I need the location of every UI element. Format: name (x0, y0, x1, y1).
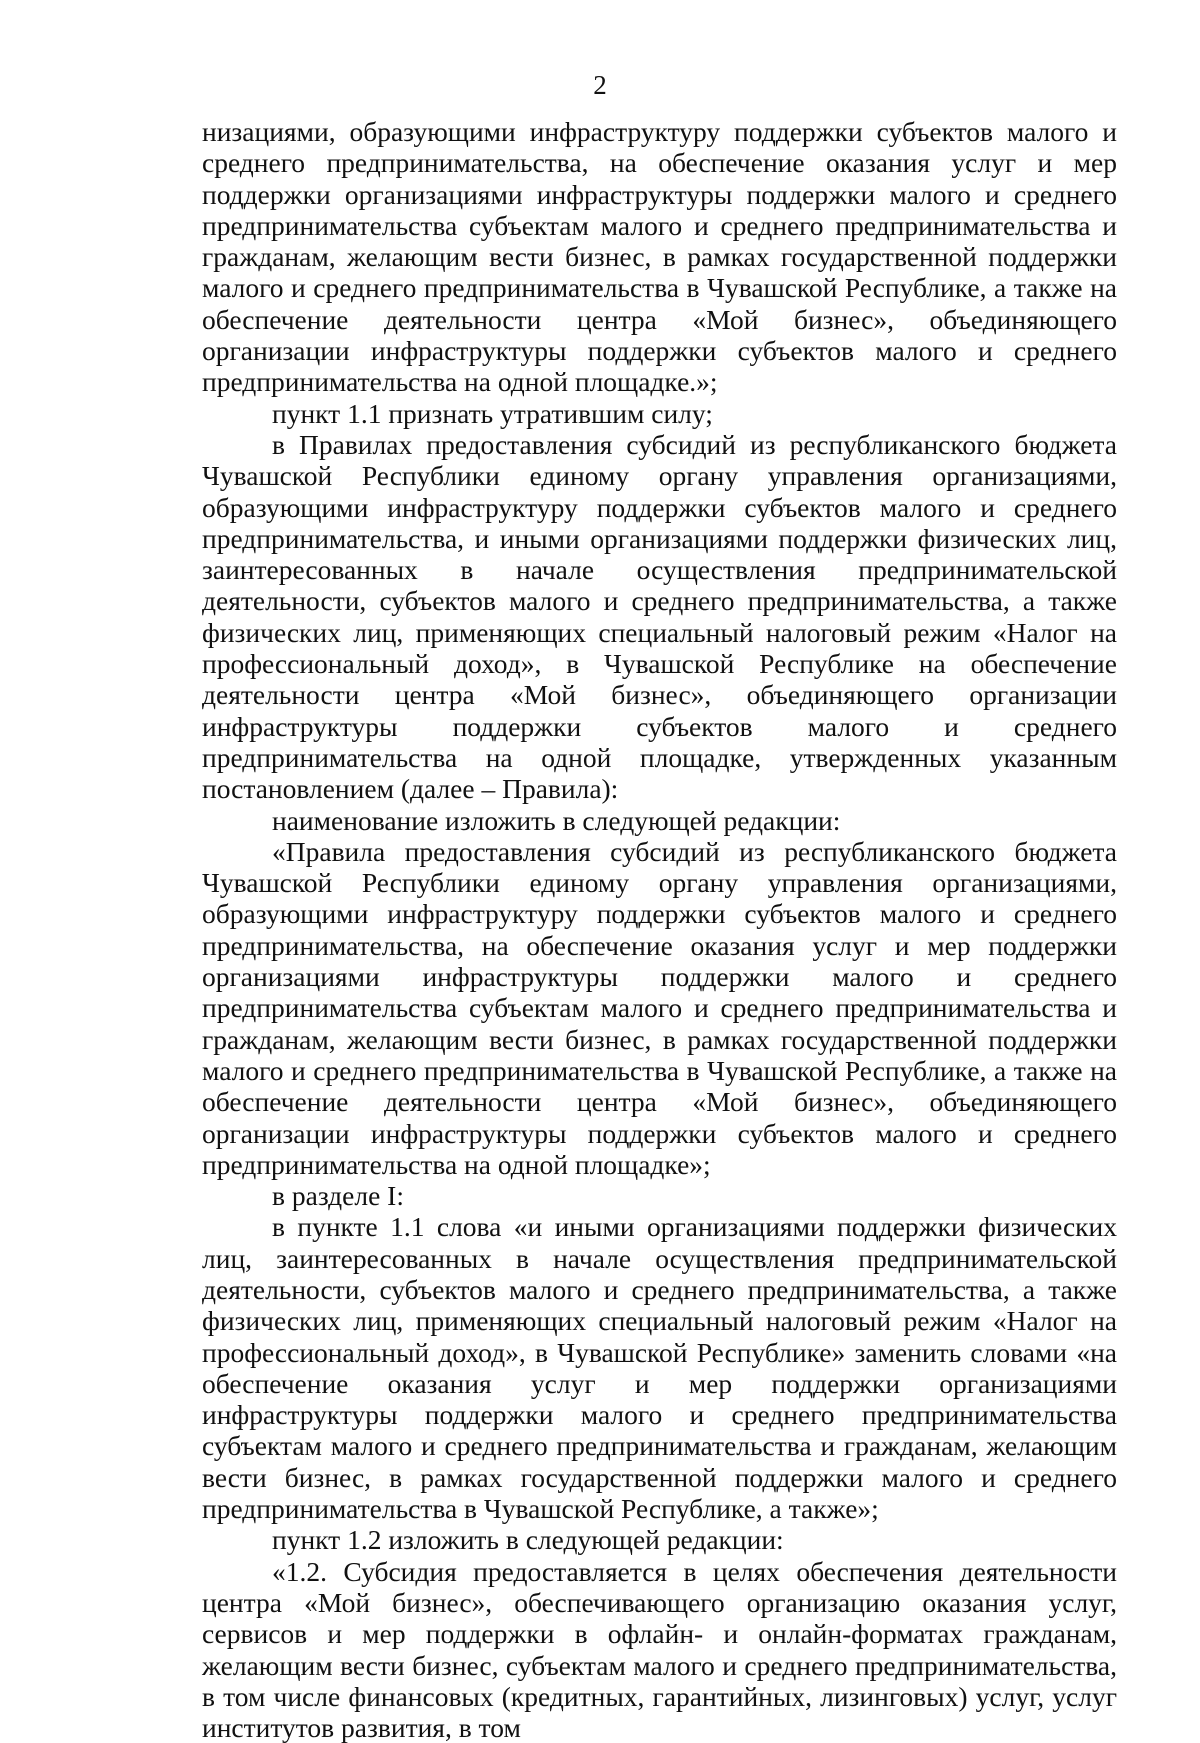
paragraph-item-1-1-repeal: пункт 1.1 признать утратившим силу; (272, 397, 713, 429)
page-number: 2 (593, 70, 607, 100)
paragraph-item-1-1-words: в пункте 1.1 слова «и иными организациями поддержки физических лиц, заинтересованных в начале осуществления предпринимательской деятельности, субъектов малого и среднего предпринимательства, а также физических лиц, применяющих специальный налоговый режим «Налог на профессиональный доход», в Чувашской Республике» заменить словами «на обеспечение оказания услуг и мер поддержки организациями инфраструктуры поддержки малого и среднего предпринимательства субъектам малого и среднего предпринимательства и гражданам, желающим вести бизнес, в рамках государственной поддержки малого и среднего предпринимательства в Чувашской Республике, а также»; (202, 1211, 1117, 1525)
paragraph-continuation: низациями, образующими инфраструктуру поддержки субъектов малого и среднего предпринимательства, на обеспечение оказания услуг и мер поддержки организациями инфраструктуры поддержки малого и среднего предпринимательства субъектам малого и среднего предпринимательства и гражданам, желающим вести бизнес, в рамках государственной поддержки малого и среднего предпринимательства в Чувашской Республике, а также на обеспечение деятельности центра «Мой бизнес», объединяющего организации инфраструктуры поддержки субъектов малого и среднего предпринимательства на одной площадке.»; (202, 116, 1117, 398)
paragraph-rules-amendment: в Правилах предоставления субсидий из республиканского бюджета Чувашской Республики единому органу управления организациями, образующими инфраструктуру поддержки субъектов малого и среднего предпринимательства, и иными организациями поддержки физических лиц, заинтересованных в начале осуществления предпринимательской деятельности, субъектов малого и среднего предпринимательства, а также физических лиц, применяющих специальный налоговый режим «Налог на профессиональный доход», в Чувашской Республике на обеспечение деятельности центра «Мой бизнес», объединяющего организации инфраструктуры поддержки субъектов малого и среднего предпринимательства на одной площадке, утвержденных указанным постановлением (далее – Правила): (202, 428, 1117, 805)
paragraph-section-1: в разделе I: (272, 1180, 404, 1212)
document-body (202, 116, 1117, 1743)
paragraph-item-1-2-intro: пункт 1.2 изложить в следующей редакции: (272, 1524, 784, 1556)
paragraph-item-1-2-text: «1.2. Субсидия предоставляется в целях обеспечения деятельности центра «Мой бизнес», обеспечивающего организацию оказания услуг, сервисов и мер поддержки в офлайн- и онлайн-форматах гражданам, желающим вести бизнес, субъектам малого и среднего предпринимательства, в том числе финансовых (кредитных, гарантийных, лизинговых) услуг, услуг институтов развития, в том (202, 1555, 1117, 1743)
paragraph-new-title: «Правила предоставления субсидий из республиканского бюджета Чувашской Республики единому органу управления организациями, образующими инфраструктуру поддержки субъектов малого и среднего предпринимательства, на обеспечение оказания услуг и мер поддержки организациями инфраструктуры поддержки малого и среднего предпринимательства субъектам малого и среднего предпринимательства и гражданам, желающим вести бизнес, в рамках государственной поддержки малого и среднего предпринимательства в Чувашской Республике, а также на обеспечение деятельности центра «Мой бизнес», объединяющего организации инфраструктуры поддержки субъектов малого и среднего предпринимательства на одной площадке»; (202, 835, 1117, 1180)
paragraph-title-change: наименование изложить в следующей редакции: (272, 804, 841, 836)
